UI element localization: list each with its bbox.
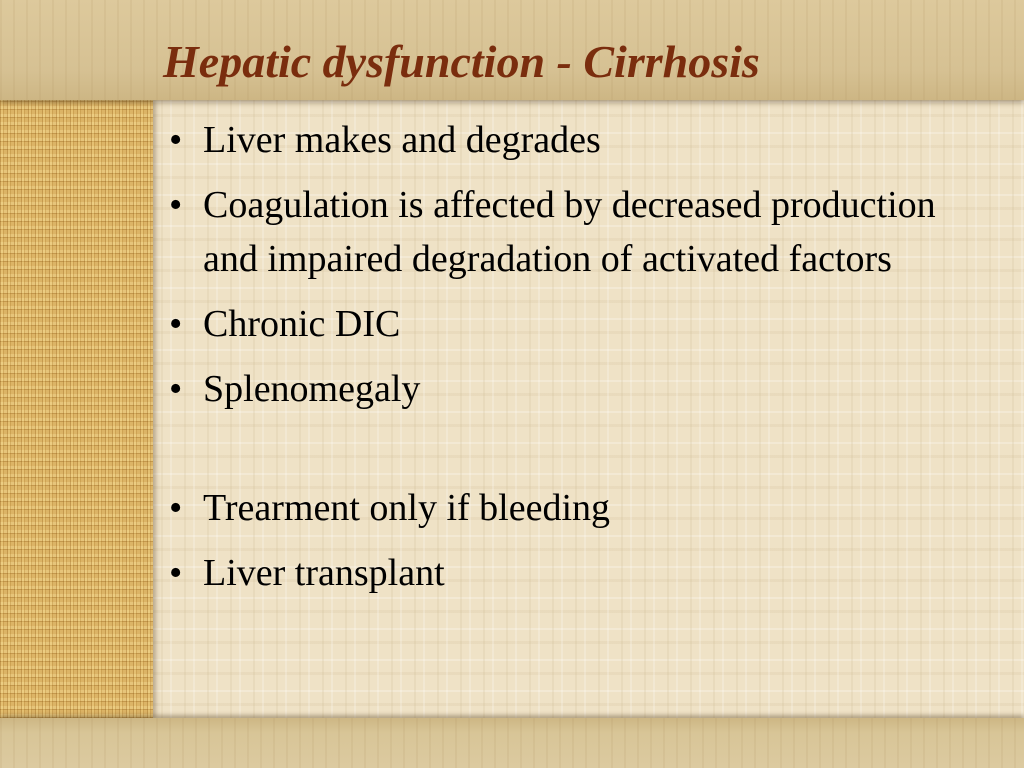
bullet-icon: • — [169, 368, 183, 410]
bottom-band — [0, 718, 1024, 768]
bullet-text: Liver makes and degrades — [203, 119, 601, 161]
bullet-text: Coagulation is affected by decreased production and impaired degradation of activated factors — [203, 184, 936, 280]
title-band — [0, 0, 1024, 100]
bullet-icon: • — [169, 487, 183, 529]
bullet-text: Trearment only if bleeding — [203, 487, 611, 529]
bullet-text: Chronic DIC — [203, 303, 401, 345]
decorative-side-strip — [0, 100, 153, 718]
bullet-text: Liver transplant — [203, 552, 445, 594]
bullet-icon: • — [169, 184, 183, 226]
bullet-item — [163, 546, 963, 600]
slide-title: Hepatic dysfunction - Cirrhosis — [163, 36, 760, 87]
bullet-icon: • — [169, 303, 183, 345]
bullet-list — [163, 113, 963, 611]
bullet-icon: • — [169, 552, 183, 594]
bullet-item — [163, 178, 963, 286]
bullet-item — [163, 362, 963, 416]
bullet-text: Splenomegaly — [203, 368, 421, 410]
bullet-item — [163, 113, 963, 167]
bullet-icon: • — [169, 119, 183, 161]
bullet-item — [163, 297, 963, 351]
bullet-item — [163, 481, 963, 535]
